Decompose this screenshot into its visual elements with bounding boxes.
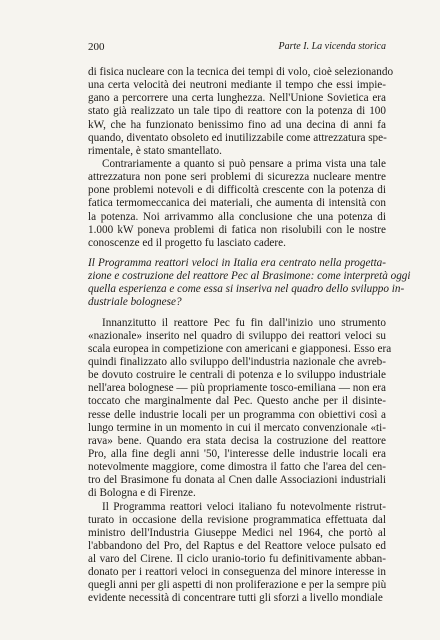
text-line: Il Programma reattori veloci italiano fu notevolmente ristrut- [102, 500, 386, 513]
paragraph [88, 66, 394, 158]
text-line: Innanzitutto il reattore Pec fu fin dall'inizio uno strumento [102, 316, 386, 329]
running-head: Parte I. La vicenda storica [278, 41, 386, 52]
body-text [88, 66, 411, 606]
text-line: gano a percorrere una certa lunghezza. Nell'Unione Sovietica era [88, 92, 386, 105]
text-line: toccato che marginalmente dal Pec. Questo anche per il disinte- [88, 395, 386, 408]
text-line: rimentale, è stato smantellato. [88, 144, 222, 157]
text-line: quegli anni per gli aspetti di non proliferazione e per la sempre più [88, 579, 387, 592]
text-line: fatica termomeccanica dei materiali, che aumenta di intensità con [88, 197, 386, 210]
text-line: l'abbandono del Pro, del Raptus e del Reattore veloce pulsato ed [88, 539, 386, 552]
text-line: conoscenze ed il progetto fu lasciato cadere. [88, 236, 286, 249]
text-line: rava» bene. Quando era stata decisa la costruzione del reattore [88, 434, 386, 447]
page-number: 200 [88, 41, 105, 53]
text-line: stato già realizzato un tale tipo di reattore con la potenza di 100 [88, 105, 386, 118]
text-line: Il Programma reattori veloci in Italia era centrato nella progetta- [88, 256, 386, 269]
text-line: resse delle industrie locali per un programma con obiettivi così a [88, 408, 386, 421]
text-line: «nazionale» inserito nel quadro di sviluppo dei reattori veloci su [88, 329, 386, 342]
text-line: tro del Brasimone fu donata al Cnen dalle Associazioni industriali [88, 474, 386, 487]
text-line: quindi finalizzato allo sviluppo dell'industria nazionale che avreb- [88, 355, 386, 368]
text-line: attrezzatura non pone seri problemi di sicurezza nucleare mentre [88, 171, 386, 184]
page-header [88, 40, 386, 54]
paragraph [88, 316, 392, 501]
text-line: una certa velocità dei neutroni mediante il tempo che essi impie- [88, 79, 386, 92]
text-line: evidente necessità di concentrare tutti gli sforzi a livello mondiale [88, 592, 383, 605]
text-line: quando, diventato obsoleto ed inutilizzabile come attrezzatura spe- [88, 131, 387, 144]
text-line: Contrariamente a quanto si può pensare a prima vista una tale [102, 157, 386, 170]
text-line: turato in occasione della revisione programmatica effettuata dal [88, 513, 386, 526]
paragraph [88, 158, 386, 250]
text-line: notevolmente maggiore, come dimostra il fatto che l'area del cen- [88, 461, 386, 474]
interview-question [88, 256, 411, 310]
text-line: pone problemi notevoli e di difficoltà crescente con la potenza di [88, 184, 386, 197]
text-line: 1.000 kW poneva problemi di fatica non risolubili con le nostre [88, 223, 386, 236]
text-line: la potenza. Noi arrivammo alla conclusione che una potenza di [88, 210, 386, 223]
paragraph [88, 501, 386, 606]
text-line: nell'area bolognese — più propriamente tosco-emiliana — non era [88, 382, 386, 395]
text-line: al varo del Cirene. Il ciclo uranio-torio fu definitivamente abban- [88, 553, 386, 566]
text-line: kW, che ha funzionato benissimo fino ad una decina di anni fa [88, 118, 386, 131]
text-line: zione e costruzione del reattore Pec al Brasimone: come interpretà oggi [88, 270, 411, 283]
text-line: di fisica nucleare con la tecnica dei tempi di volo, cioè selezionando [88, 66, 394, 78]
text-line: Pro, alla fine degli anni '50, l'interesse delle industrie locali era [88, 447, 386, 460]
text-line: quella esperienza e come essa si inseriva nel quadro dello sviluppo in- [88, 283, 405, 296]
text-line: ministro dell'Industria Giuseppe Medici nel 1964, che portò al [88, 526, 386, 539]
text-line: donato per i reattori veloci in conseguenza del minore interesse in [88, 566, 386, 579]
text-line: lungo termine in un momento in cui il mercato convenzionale «ti- [88, 421, 386, 434]
text-line: scala europea in competizione con americani e giapponesi. Esso era [88, 342, 392, 355]
text-line: dustriale bolognese? [88, 296, 182, 309]
text-line: di Bologna e di Firenze. [88, 487, 196, 500]
text-line: be dovuto costruire le centrali di potenza e lo sviluppo industriale [88, 369, 386, 382]
